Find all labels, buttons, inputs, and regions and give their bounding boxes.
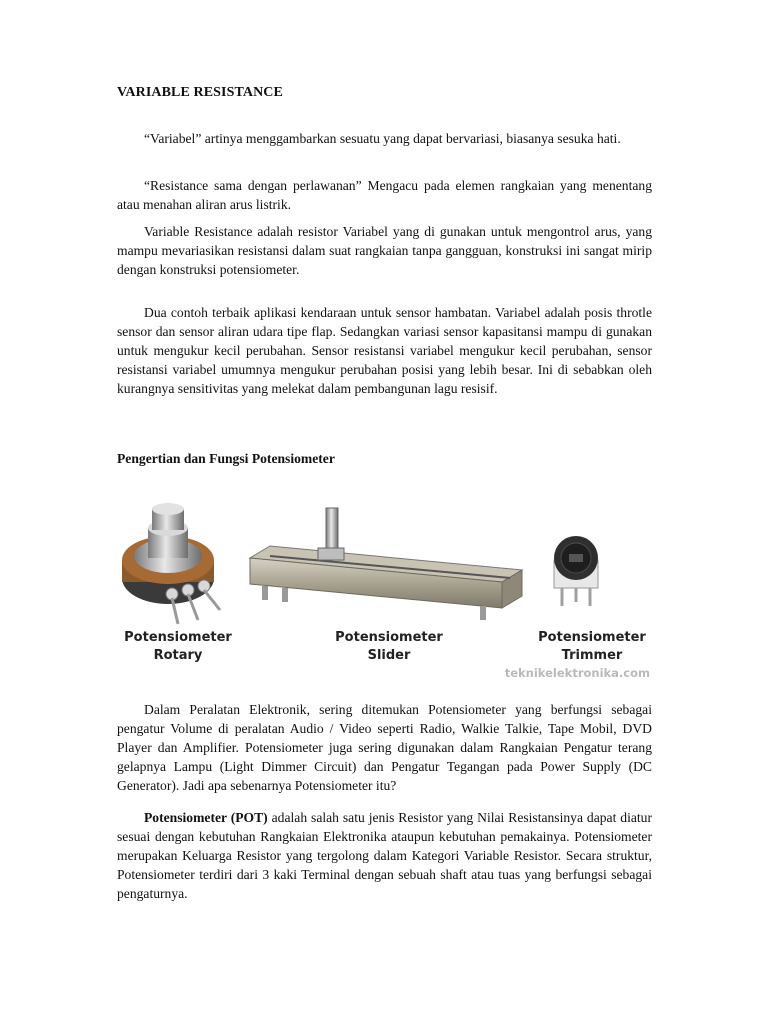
caption-trimmer-line2: Trimmer [561, 648, 623, 663]
slider-potentiometer-icon [250, 508, 522, 620]
paragraph-variabel: “Variabel” artinya menggambarkan sesuatu yang dapat bervariasi, biasanya sesuka hati. [144, 131, 621, 146]
paragraph-resistance: “Resistance sama dengan perlawanan” Mengacu pada elemen rangkaian yang menentang atau menahan aliran arus listrik. [117, 178, 652, 212]
document-title: VARIABLE RESISTANCE [117, 85, 283, 100]
caption-slider-line1: Potensiometer [335, 630, 443, 645]
section-heading: Pengertian dan Fungsi Potensiometer [117, 451, 335, 466]
paragraph-potensiometer [117, 808, 652, 903]
paragraph-aplikasi: Dua contoh terbaik aplikasi kendaraan untuk sensor hambatan. Variabel adalah posis throtle sensor dan sensor aliran udara tipe flap. Sedangkan variasi sensor kapasitansi mampu di gunakan untuk mengukur kecil perubahan. Sensor resistansi variabel mengukur kecil perubahan, sensor resistansi variabel umumnya mengukur perubahan posisi yang lebih besar. Ini di sebabkan oleh kurangnya sensitivitas yang melekat dalam pembangunan lagu resisif. [117, 305, 652, 396]
paragraph-potensiometer-body: adalah salah satu jenis Resistor yang Nilai Resistansinya dapat diatur sesuai dengan kebutuhan Rangkaian Elektronika ataupun kebutuhan pemakainya. Potensiometer merupakan Keluarga Resistor yang tergolong dalam Kategori Variable Resistor. Secara struktur, Potensiometer terdiri dari 3 kaki Terminal dengan sebuah shaft atau tuas yang berfungsi sebagai pengaturnya. [117, 810, 652, 901]
paragraph-peralatan-elektronik: Dalam Peralatan Elektronik, sering ditemukan Potensiometer yang berfungsi sebagai pengatur Volume di peralatan Audio / Video seperti Radio, Walkie Talkie, Tape Mobil, DVD Player dan Amplifier. Potensiometer juga sering digunakan dalam Rangkaian Pengatur terang gelapnya Lampu (Light Dimmer Circuit) dan Pengatur Tegangan pada Power Supply (DC Generator). Jadi apa sebenarnya Potensiometer itu? [117, 702, 652, 793]
caption-rotary-line2: Rotary [153, 648, 203, 663]
caption-rotary-line1: Potensiometer [124, 630, 232, 645]
caption-rotary [110, 629, 246, 665]
watermark: teknikelektronika.com [504, 666, 650, 680]
trimmer-potentiometer-icon [554, 536, 598, 606]
caption-slider [321, 629, 457, 665]
term-potensiometer: Potensiometer (POT) [144, 810, 268, 825]
caption-slider-line2: Slider [367, 648, 411, 663]
caption-trimmer-line1: Potensiometer [538, 630, 646, 645]
rotary-potentiometer-icon [122, 503, 220, 624]
paragraph-variable-resistance: Variable Resistance adalah resistor Variabel yang di gunakan untuk mengontrol arus, yang mampu mevariasikan resistansi dalam suat rangkaian tanpa gangguan, konstruksi ini sangat mirip dengan konstruksi potensiometer. [117, 224, 652, 277]
potentiometer-figure [110, 498, 655, 688]
caption-trimmer [524, 629, 660, 665]
